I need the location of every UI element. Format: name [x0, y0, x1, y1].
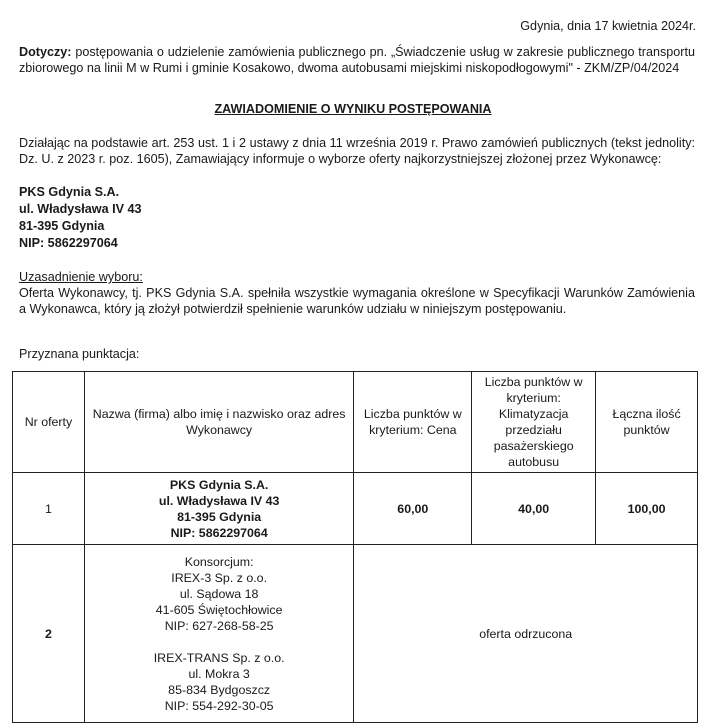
results-table — [12, 371, 698, 723]
row1-street: ul. Władysława IV 43 — [158, 493, 280, 508]
row1-crit-ac: 40,00 — [472, 473, 596, 545]
row2-line8: 85-834 Bydgoszcz — [168, 682, 271, 697]
justification-text: Oferta Wykonawcy, tj. PKS Gdynia S.A. spełniła wszystkie wymagania określone w Specyfikacji Warunków Zamówienia a Wykonawca, który ją złożył potwierdził spełnienie warunków udziału w niniejszym postępowaniu. — [19, 286, 695, 316]
header-total: Łączna ilość punktów — [596, 372, 698, 473]
intro-paragraph: Działając na podstawie art. 253 ust. 1 i 2 ustawy z dnia 11 września 2019 r. Prawo zamówień publicznych (tekst jednolity: Dz. U. z 2023 r. poz. 1605), Zamawiający informuje o wyborze oferty najkorzystniejszej złożonej przez Wykonawcę: — [19, 136, 695, 166]
row2-line1: Konsorcjum: — [184, 554, 254, 569]
points-label: Przyznana punktacja: — [19, 347, 140, 361]
row2-line5: NIP: 627-268-58-25 — [164, 618, 274, 633]
winner-city: 81-395 Gdynia — [19, 219, 105, 233]
document-title: ZAWIADOMIENIE O WYNIKU POSTĘPOWANIA — [214, 102, 492, 116]
row2-contractor — [84, 545, 353, 723]
table-row — [13, 473, 698, 545]
row1-contractor — [84, 473, 353, 545]
row2-status: oferta odrzucona — [354, 545, 698, 723]
subject-text: postępowania o udzielenie zamówienia publicznego pn. „Świadczenie usług w zakresie publicznego transportu zbiorowego na linii M w Rumi i gminie Kosakowo, dwoma autobusami miejskimi niskopodłogowymi" - ZKM/ZP/04/2024 — [19, 45, 695, 75]
table-row — [13, 545, 698, 723]
row2-nr: 2 — [13, 545, 85, 723]
winner-name: PKS Gdynia S.A. — [19, 185, 120, 199]
row2-line4: 41-605 Świętochłowice — [155, 602, 283, 617]
row1-city: 81-395 Gdynia — [177, 509, 262, 524]
row1-nip: NIP: 5862297064 — [170, 525, 268, 540]
row1-crit-price: 60,00 — [354, 473, 472, 545]
row2-line7: ul. Mokra 3 — [188, 666, 250, 681]
winner-street: ul. Władysława IV 43 — [19, 202, 142, 216]
row1-nr: 1 — [13, 473, 85, 545]
row1-name: PKS Gdynia S.A. — [169, 477, 269, 492]
row1-total: 100,00 — [596, 473, 698, 545]
subject-label: Dotyczy: — [19, 45, 72, 59]
table-header-row — [13, 372, 698, 473]
row2-line2: IREX-3 Sp. z o.o. — [171, 570, 268, 585]
row2-spacer — [89, 634, 349, 650]
header-nr: Nr oferty — [13, 372, 85, 473]
winner-block — [19, 184, 142, 252]
header-crit-ac: Liczba punktów w kryterium: Klimatyzacja przedziału pasażerskiego autobusu — [472, 372, 596, 473]
row2-line3: ul. Sądowa 18 — [179, 586, 259, 601]
date-line: Gdynia, dnia 17 kwietnia 2024r. — [520, 19, 696, 33]
justification-title: Uzasadnienie wyboru: — [19, 270, 143, 284]
header-crit-price: Liczba punktów w kryterium: Cena — [354, 372, 472, 473]
row2-line9: NIP: 554-292-30-05 — [164, 698, 274, 713]
row2-line6: IREX-TRANS Sp. z o.o. — [153, 650, 285, 665]
header-name: Nazwa (firma) albo imię i nazwisko oraz adres Wykonawcy — [84, 372, 353, 473]
subject-paragraph — [19, 44, 695, 76]
winner-nip: NIP: 5862297064 — [19, 236, 118, 250]
